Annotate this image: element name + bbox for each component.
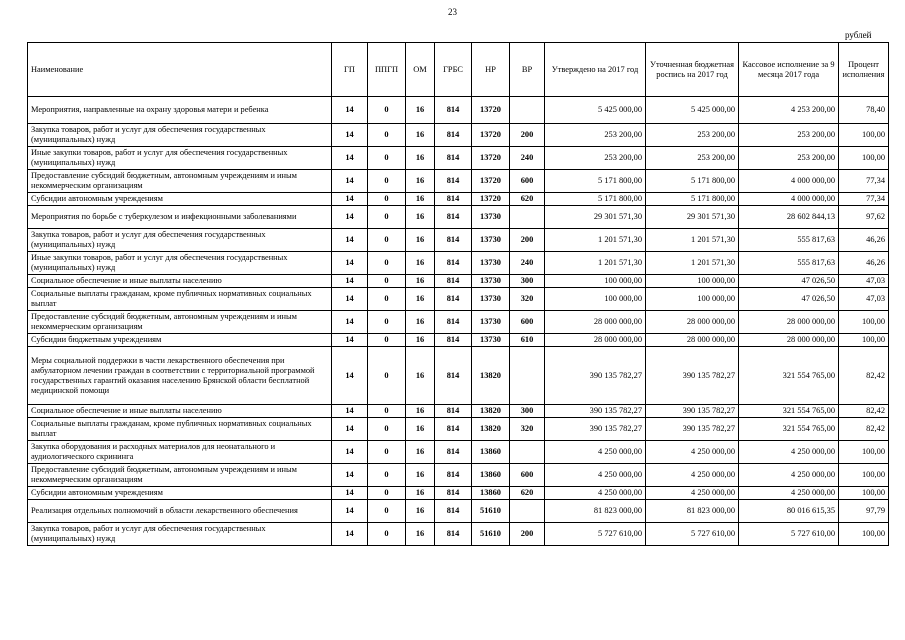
row-om: 16 (406, 124, 435, 147)
row-np: 13730 (472, 252, 510, 275)
row-cash: 321 554 765,00 (739, 418, 839, 441)
table-row (28, 97, 889, 124)
row-vr: 600 (510, 311, 545, 334)
table-row (28, 124, 889, 147)
row-percent: 100,00 (839, 311, 889, 334)
row-approved: 390 135 782,27 (545, 405, 646, 418)
row-gp: 14 (332, 124, 368, 147)
row-om: 16 (406, 311, 435, 334)
row-gp: 14 (332, 97, 368, 124)
row-percent: 82,42 (839, 405, 889, 418)
row-cash: 321 554 765,00 (739, 405, 839, 418)
budget-table (27, 42, 889, 546)
row-grbs: 814 (435, 523, 472, 546)
row-om: 16 (406, 418, 435, 441)
row-om: 16 (406, 487, 435, 500)
row-grbs: 814 (435, 288, 472, 311)
row-percent: 100,00 (839, 334, 889, 347)
row-gp: 14 (332, 523, 368, 546)
row-gp: 14 (332, 288, 368, 311)
table-row (28, 418, 889, 441)
row-cash: 253 200,00 (739, 147, 839, 170)
row-percent: 100,00 (839, 464, 889, 487)
row-refined: 5 171 800,00 (646, 170, 739, 193)
table-row (28, 464, 889, 487)
row-ppgp: 0 (368, 405, 406, 418)
row-name: Социальные выплаты гражданам, кроме публичных нормативных социальных выплат (28, 288, 332, 311)
row-vr: 240 (510, 252, 545, 275)
row-grbs: 814 (435, 334, 472, 347)
row-ppgp: 0 (368, 252, 406, 275)
units-label: рублей (845, 30, 872, 40)
row-cash: 28 000 000,00 (739, 311, 839, 334)
row-grbs: 814 (435, 418, 472, 441)
row-gp: 14 (332, 229, 368, 252)
row-vr: 600 (510, 464, 545, 487)
table-row (28, 347, 889, 405)
row-grbs: 814 (435, 347, 472, 405)
row-ppgp: 0 (368, 523, 406, 546)
row-cash: 4 000 000,00 (739, 170, 839, 193)
row-percent: 100,00 (839, 147, 889, 170)
header-approved: Утверждено на 2017 год (545, 43, 646, 97)
row-name: Иные закупки товаров, работ и услуг для обеспечения государственных (муниципальных) нужд (28, 252, 332, 275)
row-cash: 555 817,63 (739, 229, 839, 252)
row-om: 16 (406, 97, 435, 124)
row-refined: 4 250 000,00 (646, 441, 739, 464)
table-row (28, 170, 889, 193)
row-percent: 47,03 (839, 275, 889, 288)
row-percent: 46,26 (839, 229, 889, 252)
row-name: Закупка товаров, работ и услуг для обеспечения государственных (муниципальных) нужд (28, 229, 332, 252)
row-ppgp: 0 (368, 147, 406, 170)
row-cash: 4 250 000,00 (739, 464, 839, 487)
row-ppgp: 0 (368, 464, 406, 487)
row-grbs: 814 (435, 170, 472, 193)
row-cash: 4 250 000,00 (739, 487, 839, 500)
row-np: 13820 (472, 418, 510, 441)
row-percent: 82,42 (839, 347, 889, 405)
row-refined: 29 301 571,30 (646, 206, 739, 229)
row-ppgp: 0 (368, 97, 406, 124)
row-approved: 28 000 000,00 (545, 334, 646, 347)
row-name: Мероприятия по борьбе с туберкулезом и инфекционными заболеваниями (28, 206, 332, 229)
row-ppgp: 0 (368, 500, 406, 523)
row-percent: 100,00 (839, 487, 889, 500)
row-approved: 390 135 782,27 (545, 347, 646, 405)
row-vr (510, 441, 545, 464)
row-np: 13860 (472, 464, 510, 487)
row-np: 13820 (472, 405, 510, 418)
row-gp: 14 (332, 418, 368, 441)
row-vr: 620 (510, 193, 545, 206)
row-np: 13730 (472, 288, 510, 311)
row-vr: 320 (510, 418, 545, 441)
row-np: 13860 (472, 441, 510, 464)
row-name: Мероприятия, направленные на охрану здоровья матери и ребенка (28, 97, 332, 124)
row-ppgp: 0 (368, 334, 406, 347)
row-grbs: 814 (435, 124, 472, 147)
table-row (28, 441, 889, 464)
row-ppgp: 0 (368, 418, 406, 441)
row-name: Социальное обеспечение и иные выплаты населению (28, 275, 332, 288)
row-vr: 620 (510, 487, 545, 500)
row-vr: 200 (510, 523, 545, 546)
row-om: 16 (406, 252, 435, 275)
header-name: Наименование (28, 43, 332, 97)
row-name: Закупка оборудования и расходных материалов для неонатального и аудиологического скрининга (28, 441, 332, 464)
header-gp: ГП (332, 43, 368, 97)
row-cash: 4 253 200,00 (739, 97, 839, 124)
row-name: Социальные выплаты гражданам, кроме публичных нормативных социальных выплат (28, 418, 332, 441)
row-approved: 4 250 000,00 (545, 441, 646, 464)
row-percent: 100,00 (839, 523, 889, 546)
row-gp: 14 (332, 334, 368, 347)
row-grbs: 814 (435, 147, 472, 170)
row-ppgp: 0 (368, 288, 406, 311)
row-name: Предоставление субсидий бюджетным, автономным учреждениям и иным некоммерческим организациям (28, 311, 332, 334)
row-approved: 4 250 000,00 (545, 464, 646, 487)
row-approved: 253 200,00 (545, 147, 646, 170)
row-cash: 28 000 000,00 (739, 334, 839, 347)
row-name: Предоставление субсидий бюджетным, автономным учреждениям и иным некоммерческим организациям (28, 170, 332, 193)
row-om: 16 (406, 170, 435, 193)
row-om: 16 (406, 275, 435, 288)
table-row (28, 288, 889, 311)
row-np: 13720 (472, 97, 510, 124)
row-gp: 14 (332, 347, 368, 405)
row-vr (510, 500, 545, 523)
row-gp: 14 (332, 170, 368, 193)
row-cash: 80 016 615,35 (739, 500, 839, 523)
row-grbs: 814 (435, 311, 472, 334)
row-name: Закупка товаров, работ и услуг для обеспечения государственных (муниципальных) нужд (28, 523, 332, 546)
row-grbs: 814 (435, 193, 472, 206)
row-grbs: 814 (435, 441, 472, 464)
row-om: 16 (406, 500, 435, 523)
row-approved: 81 823 000,00 (545, 500, 646, 523)
row-refined: 390 135 782,27 (646, 405, 739, 418)
row-refined: 253 200,00 (646, 124, 739, 147)
row-np: 13720 (472, 124, 510, 147)
row-vr: 240 (510, 147, 545, 170)
row-cash: 253 200,00 (739, 124, 839, 147)
row-name: Иные закупки товаров, работ и услуг для обеспечения государственных (муниципальных) нужд (28, 147, 332, 170)
row-refined: 28 000 000,00 (646, 311, 739, 334)
row-cash: 4 000 000,00 (739, 193, 839, 206)
row-refined: 28 000 000,00 (646, 334, 739, 347)
row-gp: 14 (332, 441, 368, 464)
row-ppgp: 0 (368, 347, 406, 405)
row-approved: 5 171 800,00 (545, 170, 646, 193)
row-approved: 1 201 571,30 (545, 252, 646, 275)
row-grbs: 814 (435, 275, 472, 288)
row-om: 16 (406, 288, 435, 311)
row-np: 13730 (472, 206, 510, 229)
row-name: Меры социальной поддержки в части лекарственного обеспечения при амбулаторном лечении граждан в соответствии с территориальной программой государственных гарантий оказания населению Брянской области бесплатной медицинской помощи (28, 347, 332, 405)
row-om: 16 (406, 441, 435, 464)
table-row (28, 334, 889, 347)
row-name: Предоставление субсидий бюджетным, автономным учреждениям и иным некоммерческим организациям (28, 464, 332, 487)
row-approved: 100 000,00 (545, 275, 646, 288)
row-refined: 4 250 000,00 (646, 464, 739, 487)
row-refined: 390 135 782,27 (646, 347, 739, 405)
table-row (28, 275, 889, 288)
row-np: 13820 (472, 347, 510, 405)
row-percent: 77,34 (839, 193, 889, 206)
row-name: Закупка товаров, работ и услуг для обеспечения государственных (муниципальных) нужд (28, 124, 332, 147)
row-refined: 5 425 000,00 (646, 97, 739, 124)
row-gp: 14 (332, 252, 368, 275)
row-approved: 1 201 571,30 (545, 229, 646, 252)
page-number: 23 (448, 7, 457, 17)
row-om: 16 (406, 347, 435, 405)
row-vr: 300 (510, 405, 545, 418)
row-vr: 300 (510, 275, 545, 288)
row-ppgp: 0 (368, 193, 406, 206)
row-grbs: 814 (435, 464, 472, 487)
row-gp: 14 (332, 500, 368, 523)
row-cash: 5 727 610,00 (739, 523, 839, 546)
row-np: 13860 (472, 487, 510, 500)
table-row (28, 193, 889, 206)
header-om: ОМ (406, 43, 435, 97)
row-gp: 14 (332, 275, 368, 288)
row-np: 13730 (472, 334, 510, 347)
row-gp: 14 (332, 487, 368, 500)
row-approved: 28 000 000,00 (545, 311, 646, 334)
row-om: 16 (406, 206, 435, 229)
header-np: НР (472, 43, 510, 97)
row-percent: 47,03 (839, 288, 889, 311)
table-body (28, 97, 889, 546)
row-np: 13720 (472, 147, 510, 170)
header-refined: Уточненная бюджетная роспись на 2017 год (646, 43, 739, 97)
row-percent: 82,42 (839, 418, 889, 441)
row-vr: 200 (510, 229, 545, 252)
row-percent: 97,79 (839, 500, 889, 523)
row-grbs: 814 (435, 500, 472, 523)
row-refined: 253 200,00 (646, 147, 739, 170)
row-gp: 14 (332, 193, 368, 206)
row-approved: 5 171 800,00 (545, 193, 646, 206)
row-percent: 100,00 (839, 124, 889, 147)
row-refined: 1 201 571,30 (646, 229, 739, 252)
row-om: 16 (406, 193, 435, 206)
row-vr: 610 (510, 334, 545, 347)
row-vr (510, 206, 545, 229)
row-ppgp: 0 (368, 229, 406, 252)
row-refined: 390 135 782,27 (646, 418, 739, 441)
row-refined: 1 201 571,30 (646, 252, 739, 275)
row-refined: 5 727 610,00 (646, 523, 739, 546)
row-np: 13730 (472, 275, 510, 288)
table-row (28, 500, 889, 523)
row-cash: 555 817,63 (739, 252, 839, 275)
row-om: 16 (406, 334, 435, 347)
row-cash: 4 250 000,00 (739, 441, 839, 464)
row-name: Реализация отдельных полномочий в области лекарственного обеспечения (28, 500, 332, 523)
row-approved: 5 727 610,00 (545, 523, 646, 546)
header-cash: Кассовое исполнение за 9 месяца 2017 года (739, 43, 839, 97)
row-gp: 14 (332, 206, 368, 229)
row-grbs: 814 (435, 487, 472, 500)
row-percent: 78,40 (839, 97, 889, 124)
table-row (28, 405, 889, 418)
row-om: 16 (406, 405, 435, 418)
row-gp: 14 (332, 464, 368, 487)
row-grbs: 814 (435, 252, 472, 275)
row-om: 16 (406, 229, 435, 252)
row-om: 16 (406, 523, 435, 546)
row-percent: 100,00 (839, 441, 889, 464)
table-row (28, 311, 889, 334)
table-row (28, 487, 889, 500)
row-refined: 81 823 000,00 (646, 500, 739, 523)
table-row (28, 523, 889, 546)
row-ppgp: 0 (368, 311, 406, 334)
row-name: Субсидии автономным учреждениям (28, 487, 332, 500)
table-row (28, 147, 889, 170)
row-ppgp: 0 (368, 124, 406, 147)
row-grbs: 814 (435, 229, 472, 252)
row-ppgp: 0 (368, 170, 406, 193)
row-cash: 47 026,50 (739, 288, 839, 311)
row-np: 13720 (472, 193, 510, 206)
row-om: 16 (406, 464, 435, 487)
header-ppgp: ППГП (368, 43, 406, 97)
header-vr: ВР (510, 43, 545, 97)
row-name: Социальное обеспечение и иные выплаты населению (28, 405, 332, 418)
header-grbs: ГРБС (435, 43, 472, 97)
row-approved: 4 250 000,00 (545, 487, 646, 500)
row-vr: 600 (510, 170, 545, 193)
table-row (28, 206, 889, 229)
row-gp: 14 (332, 147, 368, 170)
row-np: 13730 (472, 311, 510, 334)
row-np: 51610 (472, 523, 510, 546)
row-grbs: 814 (435, 405, 472, 418)
row-refined: 5 171 800,00 (646, 193, 739, 206)
table-row (28, 229, 889, 252)
row-grbs: 814 (435, 206, 472, 229)
row-gp: 14 (332, 311, 368, 334)
row-vr (510, 347, 545, 405)
row-name: Субсидии бюджетным учреждениям (28, 334, 332, 347)
row-approved: 29 301 571,30 (545, 206, 646, 229)
table-header-row (28, 43, 889, 97)
row-vr: 320 (510, 288, 545, 311)
row-np: 13730 (472, 229, 510, 252)
row-refined: 4 250 000,00 (646, 487, 739, 500)
row-cash: 47 026,50 (739, 275, 839, 288)
row-vr (510, 97, 545, 124)
row-approved: 100 000,00 (545, 288, 646, 311)
row-name: Субсидии автономным учреждениям (28, 193, 332, 206)
row-np: 51610 (472, 500, 510, 523)
row-gp: 14 (332, 405, 368, 418)
row-cash: 321 554 765,00 (739, 347, 839, 405)
row-refined: 100 000,00 (646, 275, 739, 288)
row-percent: 77,34 (839, 170, 889, 193)
row-ppgp: 0 (368, 441, 406, 464)
row-percent: 46,26 (839, 252, 889, 275)
row-refined: 100 000,00 (646, 288, 739, 311)
row-ppgp: 0 (368, 206, 406, 229)
row-percent: 97,62 (839, 206, 889, 229)
row-approved: 390 135 782,27 (545, 418, 646, 441)
row-approved: 253 200,00 (545, 124, 646, 147)
row-ppgp: 0 (368, 487, 406, 500)
row-cash: 28 602 844,13 (739, 206, 839, 229)
header-percent: Процент исполнения (839, 43, 889, 97)
row-vr: 200 (510, 124, 545, 147)
row-ppgp: 0 (368, 275, 406, 288)
row-approved: 5 425 000,00 (545, 97, 646, 124)
row-grbs: 814 (435, 97, 472, 124)
table-row (28, 252, 889, 275)
row-np: 13720 (472, 170, 510, 193)
row-om: 16 (406, 147, 435, 170)
